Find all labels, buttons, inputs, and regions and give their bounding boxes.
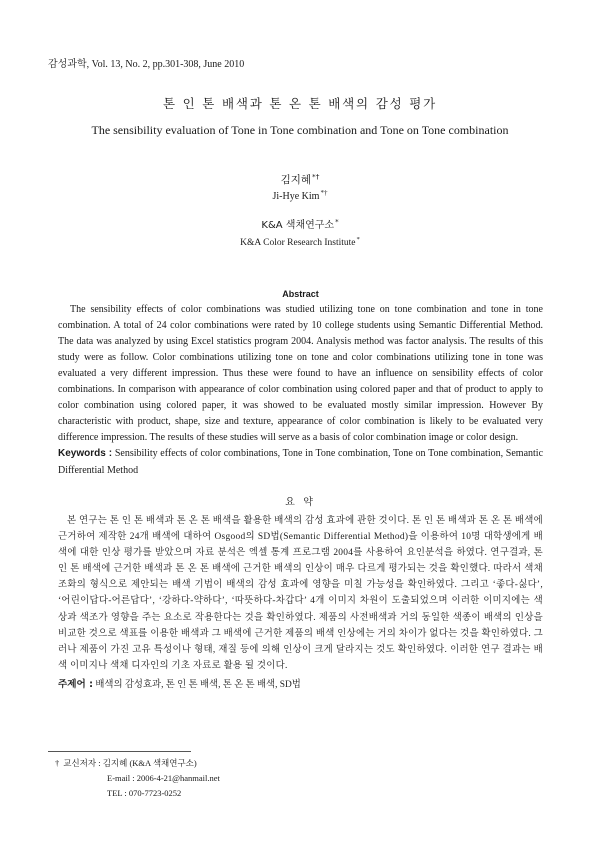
affiliation-mark-english: * [356, 236, 360, 244]
korean-keywords-label: 주제어 : [58, 678, 93, 690]
affiliation-mark-korean: * [335, 218, 339, 227]
author-marks-english: *† [320, 189, 328, 198]
footnote-email: E-mail : 2006-4-21@hanmail.net [107, 773, 220, 783]
keywords-korean [58, 677, 543, 693]
footnote-corresponding-author: 교신저자 : 김지혜 (K&A 색채연구소) [63, 758, 197, 768]
journal-citation: 감성과학, Vol. 13, No. 2, pp.301-308, June 2010 [48, 59, 245, 70]
title-korean: 톤 인 톤 배색과 톤 온 톤 배색의 감성 평가 [163, 96, 437, 111]
keywords-english [58, 446, 543, 479]
abstract-body: The sensibility effects of color combinations was studied utilizing tone on tone combination and tone in tone combination. A total of 24 color combinations were rated by 10 college students using Semantic Differential Method. The data was analyzed by using Excel statistics program 2004. Analysis method was factor analysis. The results of this study were as follow. Color combinations utilizing tone on tone and color combinations utilizing tone in tone was evaluated a very different impression. Thus these were found to have an influence on sensibility effects of color combinations. In comparison with appearance of color combination using colored paper and that of product to apply to color combination using colored paper, it was showed to be evaluated mostly similar impression. However By characteristic with product, shape, size and texture, appearance of color combination is likely to be evaluated very difference impression. The results of these studies will serve as a basis of color combination image or color design. [58, 304, 543, 443]
abstract-heading: Abstract [282, 289, 319, 299]
abstract-section [58, 286, 543, 693]
korean-keywords-text: 배색의 감성효과, 톤 인 톤 배색, 톤 온 톤 배색, SD법 [95, 679, 301, 690]
affiliation-korean [0, 219, 600, 233]
footnote-corresponding-line [55, 756, 220, 771]
korean-abstract-body: 본 연구는 톤 인 톤 배색과 톤 온 톤 배색을 활용한 배색의 감성 효과에 관한 것이다. 톤 인 톤 배색과 톤 온 톤 배색에 근거하여 제작한 24개 배색에 대하여 Osgood의 SD법(Semantic Differential Method)을 이용하여 10명 대학생에게 배색에 대한 인상 평가를 받았으며 자료 분석은 엑셀 통계 프로그램 2004를 사용하여 요인분석을 하였다. 연구결과, 톤 인 톤 배색에 근거한 배색과 톤 온 톤 배색에 근거한 배색의 인상이 매우 다르게 평가되는 것을 확인했다. 따라서 색채조화의 형식으로 제안되는 배색 기법이 배색의 감성 효과에 영향을 미칠 가능성을 확인하였다. 그리고 ‘좋다-싫다’, ‘어린이답다-어른답다’, ‘강하다-약하다’, ‘따뜻하다-차갑다’ 4개 이미지 차원이 도출되었으며 이러한 이미지에는 색상과 색조가 영향을 주는 요소로 작용한다는 것을 확인하였다. 제품의 사전배색과 거의 동일한 색종이 배색의 인상을 비교한 것으로 색표를 이용한 배색과 그 배색에 근거한 제품의 배색 인상에는 거의 차이가 없다는 것을 확인하였다. 그러나 제품이 가진 고유 특성이나 형태, 재질 등에 의해 인상이 크게 달라지는 것도 확인하였다. 이러한 연구 결과는 배색 이미지나 색채 디자인의 기초 자료로 활용 될 것이다. [58, 516, 543, 671]
affiliation-english-text: K&A Color Research Institute [240, 238, 356, 248]
affiliation-english [0, 236, 600, 250]
footnote-phone: TEL : 070-7723-0252 [107, 788, 182, 798]
author-marks-korean: *† [312, 171, 320, 181]
footnote-dagger: † [55, 758, 60, 768]
author-name-korean: 김지혜 [280, 174, 312, 186]
title-english: The sensibility evaluation of Tone in Tone combination and Tone on Tone combination [91, 123, 509, 137]
author-korean [0, 173, 600, 187]
affiliation-korean-text: K&A 색채연구소 [261, 220, 335, 231]
keywords-label: Keywords : [58, 448, 113, 459]
author-english [0, 190, 600, 204]
author-name-english: Ji-Hye Kim [272, 191, 320, 202]
keywords-text: Sensibility effects of color combinations, Tone in Tone combination, Tone on Tone combination, Semantic Differential Method [58, 448, 544, 476]
footnote-divider [48, 751, 191, 752]
footnote [55, 756, 220, 801]
korean-abstract-heading: 요 약 [285, 497, 316, 508]
